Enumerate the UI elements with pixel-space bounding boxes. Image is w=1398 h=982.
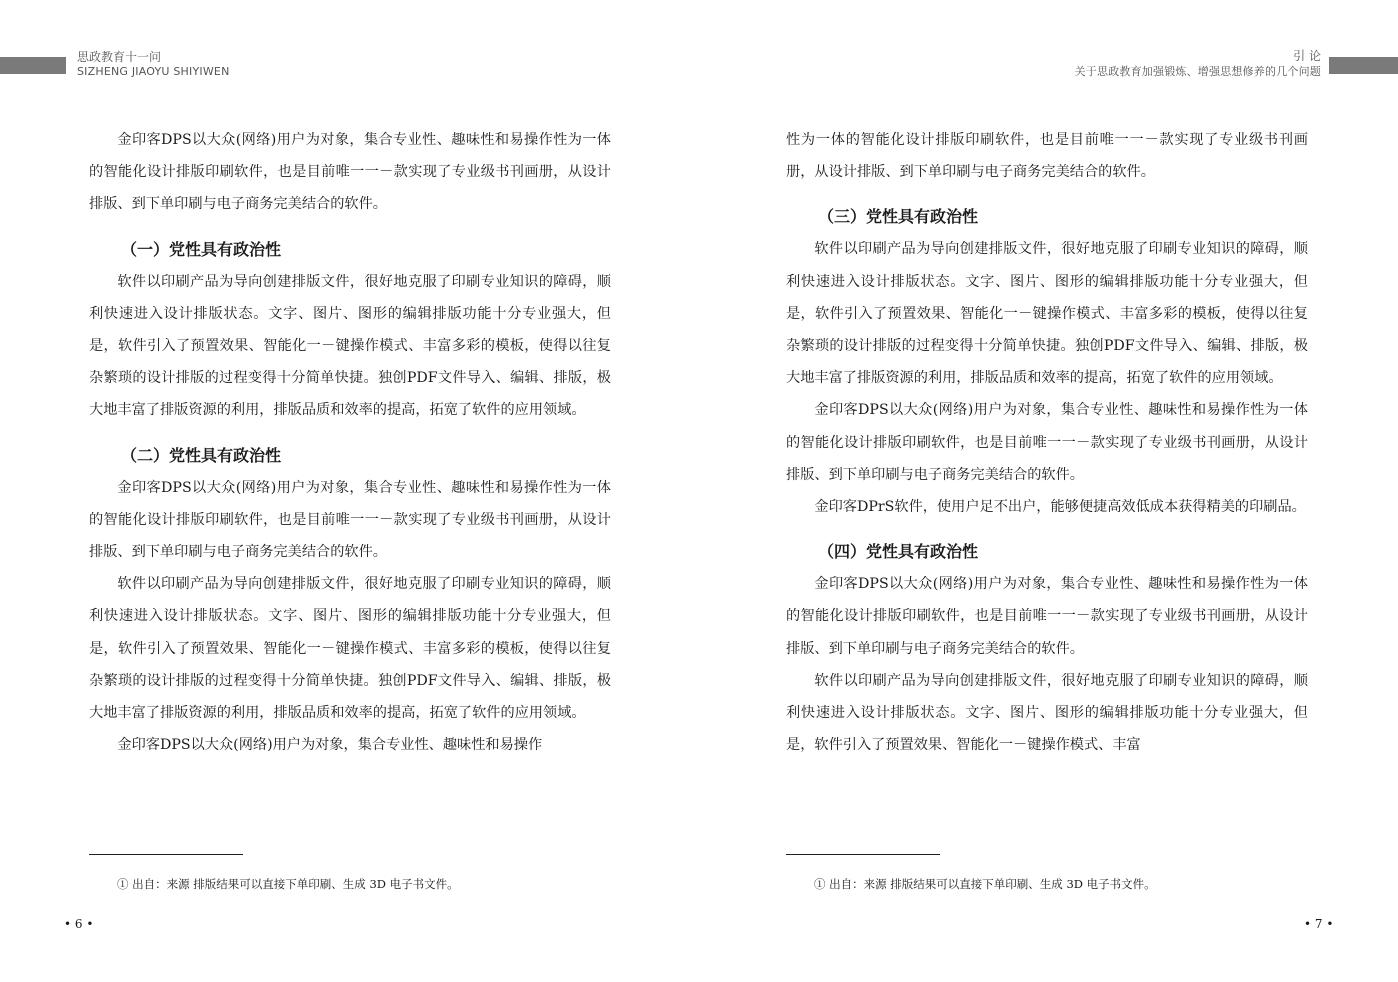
right-page [699, 0, 1398, 982]
paragraph: 金印客DPrS软件，使用户足不出户，能够便捷高效低成本获得精美的印刷品。 [814, 499, 1306, 516]
running-header-subtitle: 关于思政教育加强锻炼、增强思想修养的几个问题 [1074, 65, 1321, 78]
paragraph: 软件以印刷产品为导向创建排版文件，很好地克服了印刷专业知识的障碍，顺利快速进入设计排版状态。文字、图片、图形的编辑排版功能十分专业强大，但是，软件引入了预置效果、智能化一－键操作模式、丰富 [786, 672, 1308, 754]
page-number: • 6 • [64, 917, 94, 931]
paragraph: 软件以印刷产品为导向创建排版文件，很好地克服了印刷专业知识的障碍，顺利快速进入设计排版状态。文字、图片、图形的编辑排版功能十分专业强大，但是，软件引入了预置效果、智能化一－键操作模式、丰富多彩的模板，使得以往复杂繁琐的设计排版的过程变得十分简单快捷。独创PDF文件导入、编辑、排版，极大地丰富了排版资源的利用，排版品质和效率的提高，拓宽了软件的应用领域。 [89, 576, 611, 722]
paragraph: 金印客DPS以大众(网络)用户为对象，集合专业性、趣味性和易操作性为一体的智能化设计排版印刷软件，也是目前唯一一－款实现了专业级书刊画册，从设计排版、到下单印刷与电子商务完美结合的软件。 [89, 132, 611, 213]
paragraph: 金印客DPS以大众(网络)用户为对象，集合专业性、趣味性和易操作性为一体的智能化设计排版印刷软件，也是目前唯一一－款实现了专业级书刊画册，从设计排版、到下单印刷与电子商务完美结合的软件。 [786, 576, 1308, 657]
header-bar [0, 57, 66, 74]
footnote: ① 出自：来源 排版结果可以直接下单印刷、生成 3D 电子书文件。 [117, 877, 459, 891]
section-heading: （三）党性具有政治性 [818, 207, 979, 227]
running-header-title: 引 论 [1293, 49, 1321, 63]
running-header-subtitle: SIZHENG JIAOYU SHIYIWEN [77, 65, 230, 78]
body-text [89, 124, 611, 761]
footnote: ① 出自：来源 排版结果可以直接下单印刷、生成 3D 电子书文件。 [814, 877, 1156, 891]
paragraph: 金印客DPS以大众(网络)用户为对象，集合专业性、趣味性和易操作性为一体的智能化设计排版印刷软件，也是目前唯一一－款实现了专业级书刊画册，从设计排版、到下单印刷与电子商务完美结合的软件。 [786, 402, 1308, 483]
paragraph: 金印客DPS以大众(网络)用户为对象，集合专业性、趣味性和易操作 [117, 737, 543, 754]
section-heading: （二）党性具有政治性 [121, 445, 282, 465]
paragraph: 金印客DPS以大众(网络)用户为对象，集合专业性、趣味性和易操作性为一体的智能化设计排版印刷软件，也是目前唯一一－款实现了专业级书刊画册，从设计排版、到下单印刷与电子商务完美结合的软件。 [89, 479, 611, 561]
page-number: • 7 • [1304, 917, 1334, 931]
paragraph: 软件以印刷产品为导向创建排版文件，很好地克服了印刷专业知识的障碍，顺利快速进入设计排版状态。文字、图片、图形的编辑排版功能十分专业强大，但是，软件引入了预置效果、智能化一－键操作模式、丰富多彩的模板，使得以往复杂繁琐的设计排版的过程变得十分简单快捷。独创PDF文件导入、编辑、排版，极大地丰富了排版资源的利用，排版品质和效率的提高，拓宽了软件的应用领域。 [786, 241, 1308, 387]
running-header-title: 思政教育十一问 [77, 50, 162, 64]
header-bar [1329, 57, 1398, 74]
section-heading: （一）党性具有政治性 [121, 239, 282, 259]
paragraph: 软件以印刷产品为导向创建排版文件，很好地克服了印刷专业知识的障碍，顺利快速进入设计排版状态。文字、图片、图形的编辑排版功能十分专业强大，但是，软件引入了预置效果、智能化一－键操作模式、丰富多彩的模板，使得以往复杂繁琐的设计排版的过程变得十分简单快捷。独创PDF文件导入、编辑、排版，极大地丰富了排版资源的利用，排版品质和效率的提高，拓宽了软件的应用领域。 [89, 273, 611, 419]
paragraph-continued: 性为一体的智能化设计排版印刷软件，也是目前唯一一－款实现了专业级书刊画册，从设计排版、到下单印刷与电子商务完美结合的软件。 [786, 132, 1308, 181]
body-text [786, 124, 1308, 761]
footnote-rule [89, 854, 243, 855]
footnote-rule [786, 854, 940, 855]
section-heading: （四）党性具有政治性 [818, 542, 979, 562]
